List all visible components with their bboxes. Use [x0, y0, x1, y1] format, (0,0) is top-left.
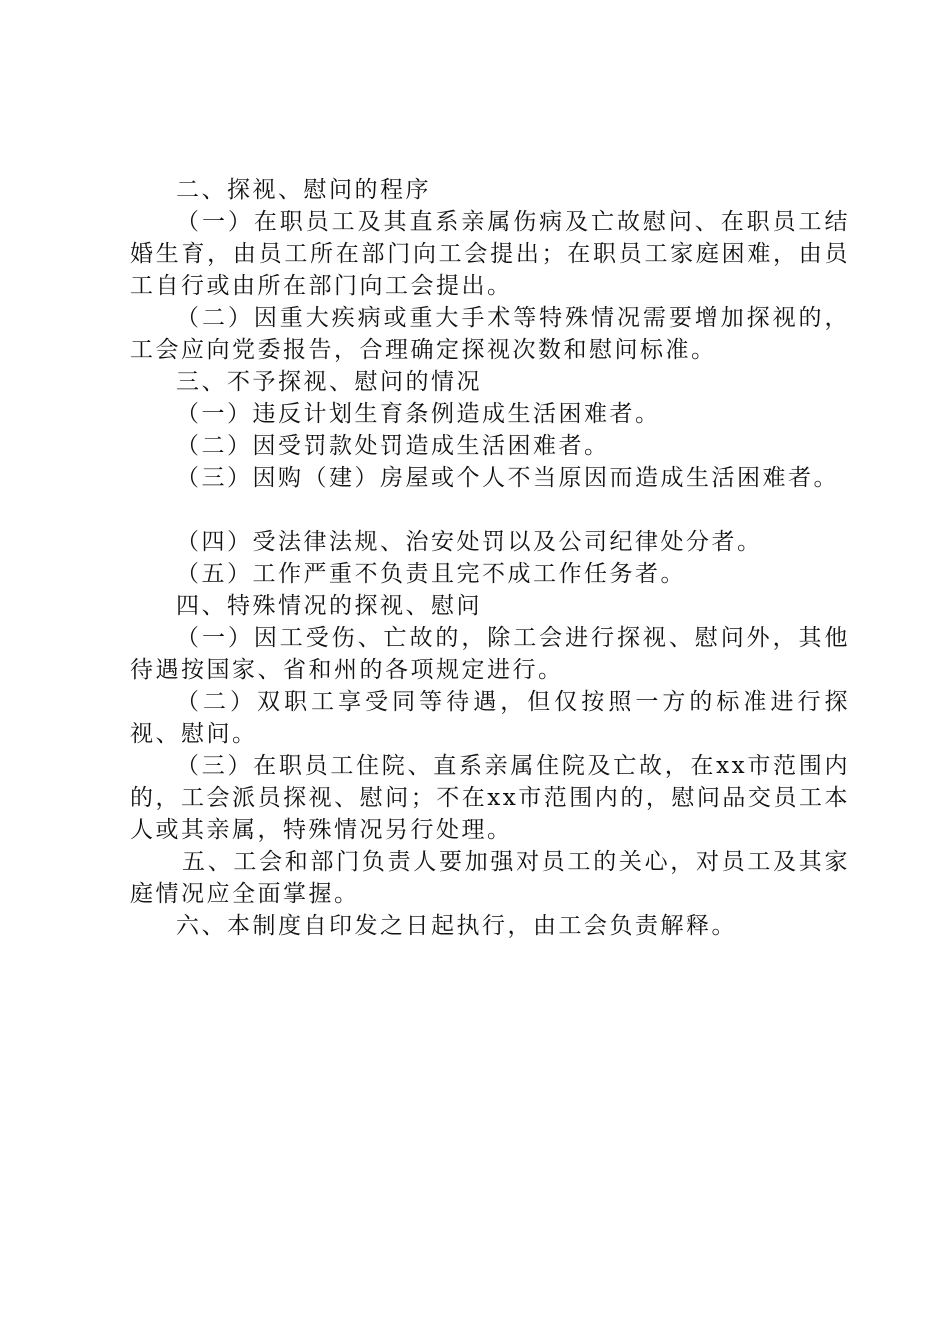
section-heading-procedure: 二、探视、慰问的程序: [176, 177, 431, 203]
paragraph-special-2: （二）双职工享受同等待遇，但仅按照一方的标准进行探视、慰问。: [130, 689, 850, 747]
paragraph-exclusion-4: （四）受法律法规、治安处罚以及公司纪律处分者。: [176, 529, 763, 555]
section-heading-special: 四、特殊情况的探视、慰问: [176, 593, 482, 619]
paragraph-article-5: 五、工会和部门负责人要加强对员工的关心，对员工及其家庭情况应全面掌握。: [130, 849, 850, 907]
paragraph-procedure-1: （一）在职员工及其直系亲属伤病及亡故慰问、在职员工结婚生育，由员工所在部门向工会提出；在职员工家庭困难，由员工自行或由所在部门向工会提出。: [130, 209, 850, 299]
paragraph-exclusion-3: （三）因购（建）房屋或个人不当原因而造成生活困难者。: [176, 465, 839, 491]
document-body: [130, 174, 850, 942]
paragraph-article-6: 六、本制度自印发之日起执行，由工会负责解释。: [176, 913, 737, 939]
paragraph-procedure-2: （二）因重大疾病或重大手术等特殊情况需要增加探视的，工会应向党委报告，合理确定探视次数和慰问标准。: [130, 305, 850, 363]
paragraph-exclusion-2: （二）因受罚款处罚造成生活困难者。: [176, 433, 610, 459]
paragraph-exclusion-5: （五）工作严重不负责且完不成工作任务者。: [176, 561, 686, 587]
paragraph-special-1: （一）因工受伤、亡故的，除工会进行探视、慰问外，其他待遇按国家、省和州的各项规定进行。: [130, 625, 850, 683]
section-heading-exclusions: 三、不予探视、慰问的情况: [176, 369, 482, 395]
paragraph-special-3: （三）在职员工住院、直系亲属住院及亡故，在xx市范围内的，工会派员探视、慰问；不在xx市范围内的，慰问品交员工本人或其亲属，特殊情况另行处理。: [130, 753, 850, 843]
paragraph-exclusion-1: （一）违反计划生育条例造成生活困难者。: [176, 401, 661, 427]
